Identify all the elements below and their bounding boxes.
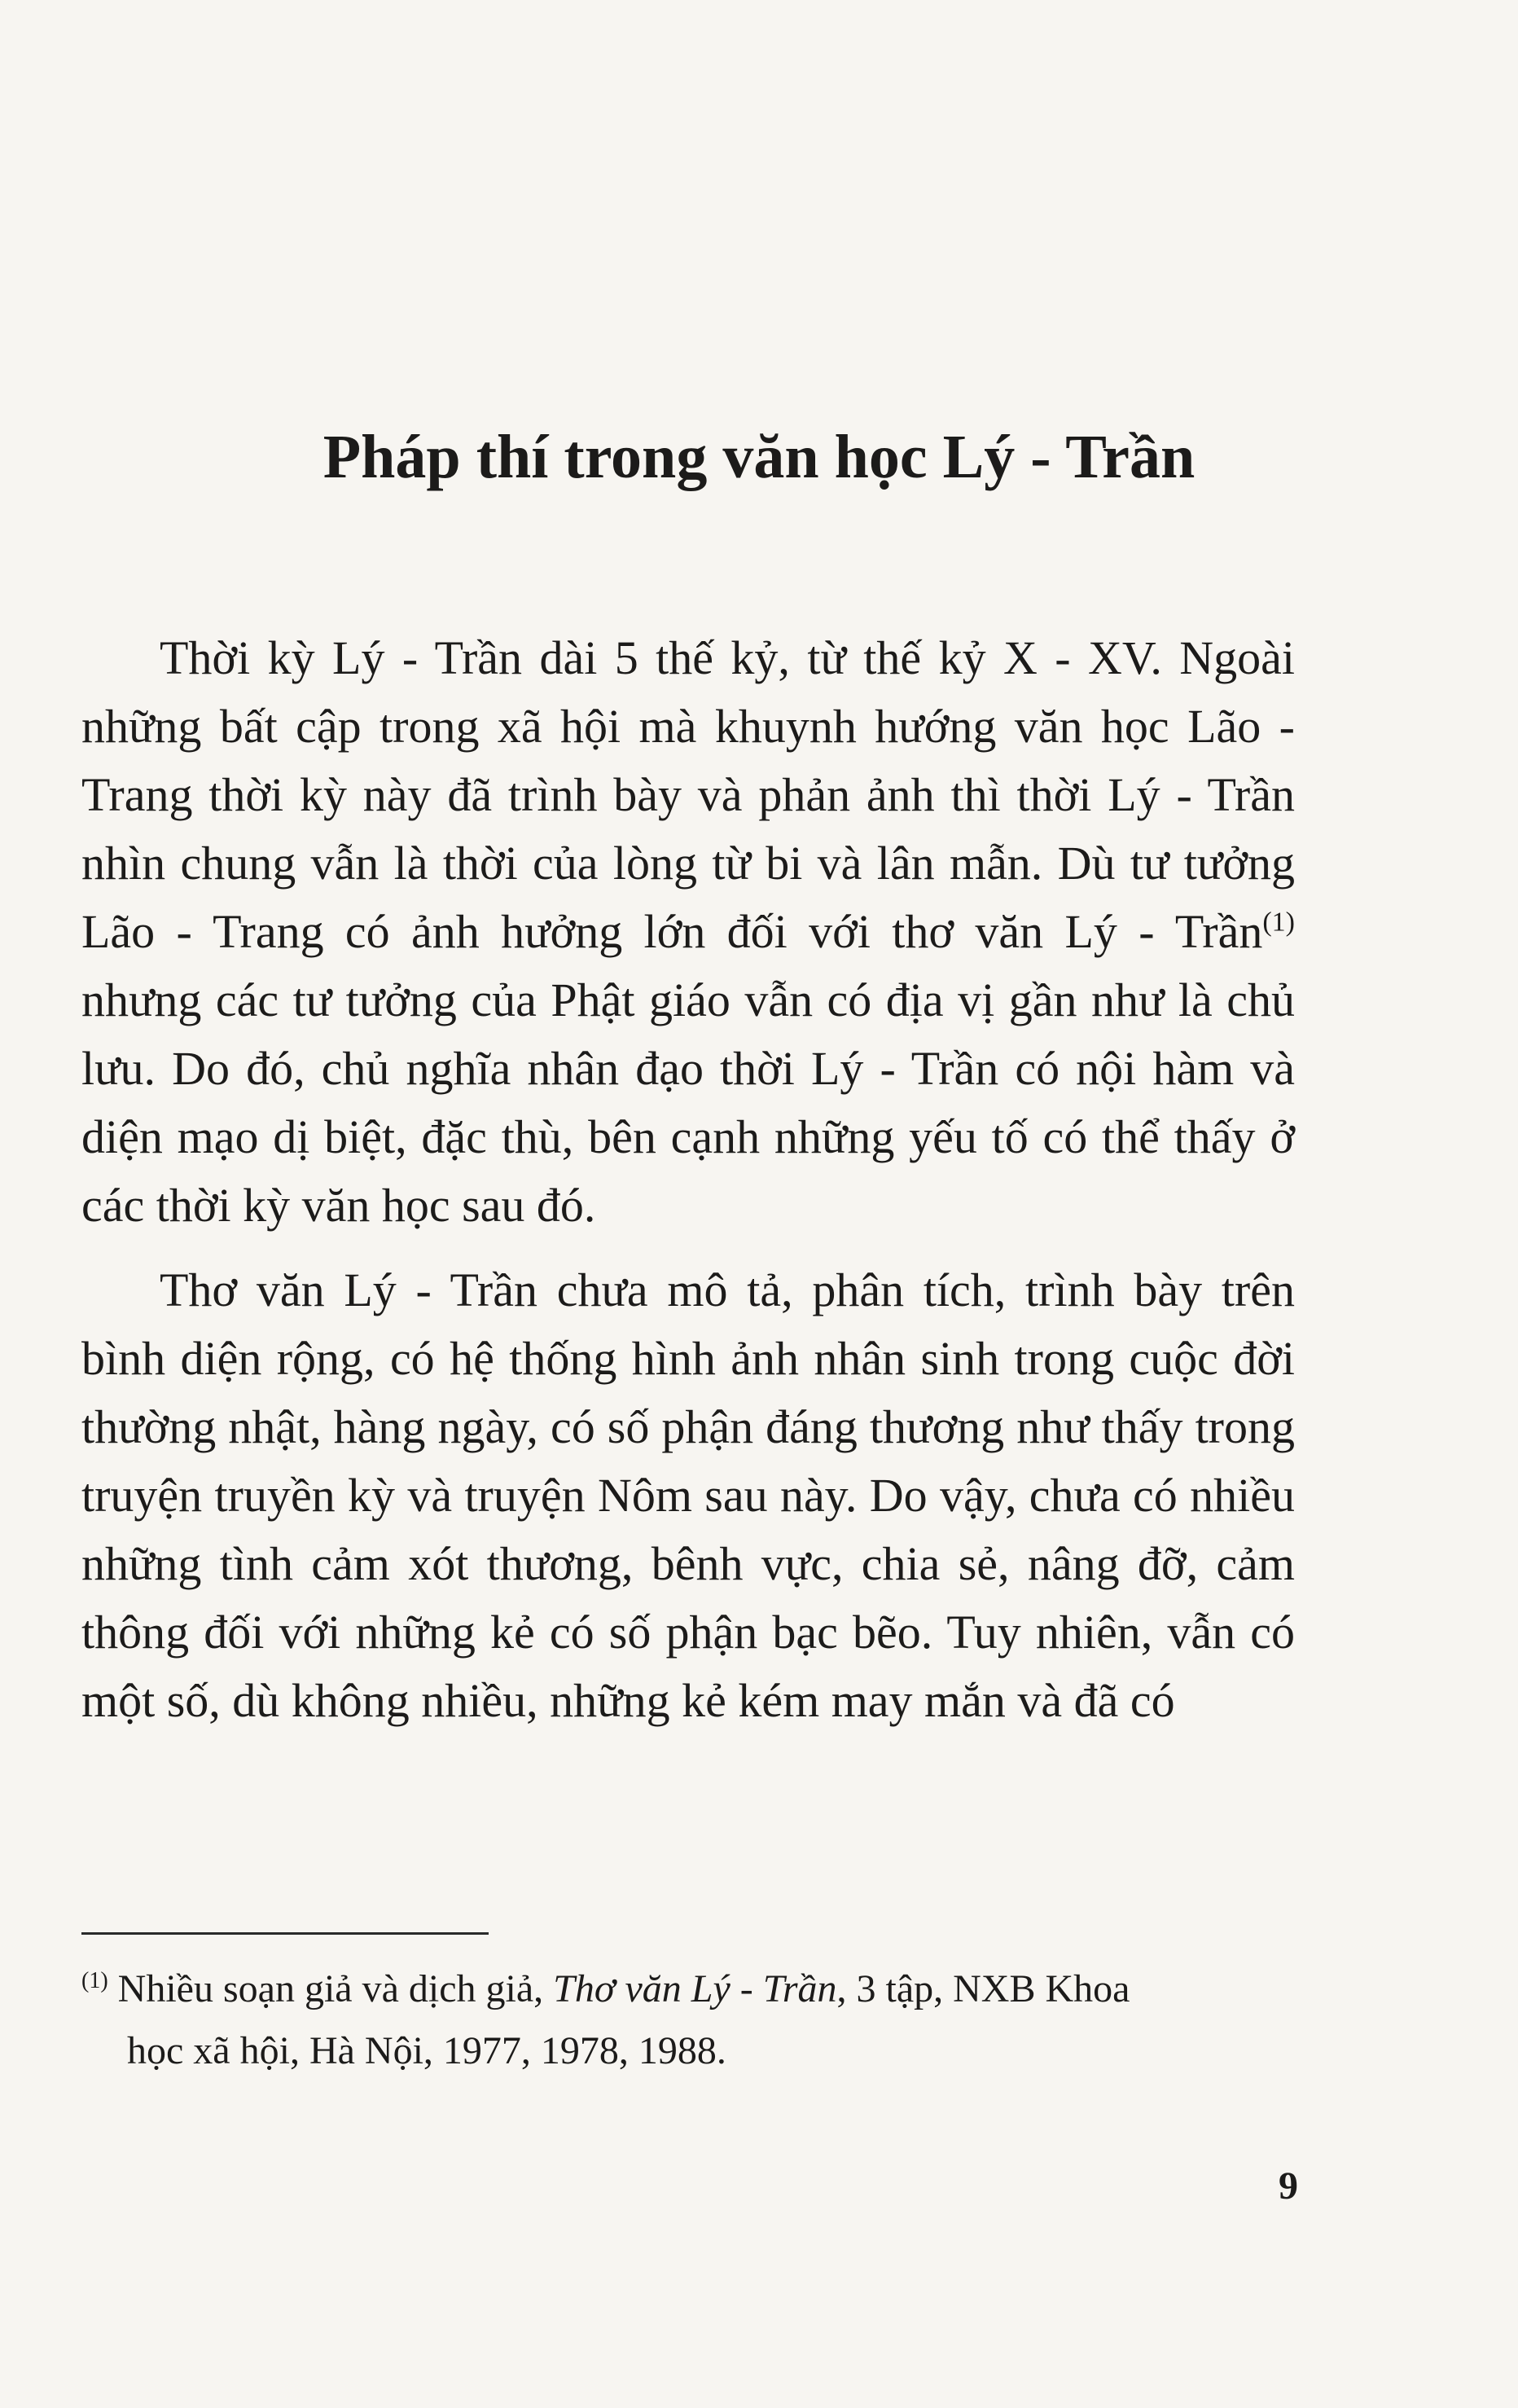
footnote-text-cont: , 3 tập, NXB Khoa [836,1967,1130,2010]
chapter-title: Pháp thí trong văn học Lý - Trần [322,423,1196,491]
footnote-marker: (1) [81,1968,108,1993]
body-text [81,624,1295,1735]
footnote-line-2: học xã hội, Hà Nội, 1977, 1978, 1988. [127,2029,726,2072]
paragraph-1-text-cont: nhưng các tư tưởng của Phật giáo vẫn có địa vị gần như là chủ lưu. Do đó, chủ nghĩa nhân đạo thời Lý - Trần có nội hàm và diện mạo dị biệt, đặc thù, bên cạnh những yếu tố có thể thấy ở các thời kỳ văn học sau đó. [81,973,1295,1232]
page-number: 9 [1279,2164,1298,2208]
footnote-book-title: Thơ văn Lý - Trần [553,1967,837,2010]
paragraph-2: Thơ văn Lý - Trần chưa mô tả, phân tích, trình bày trên bình diện rộng, có hệ thống hình ảnh nhân sinh trong cuộc đời thường nhật, hàng ngày, có số phận đáng thương như thấy trong truyện truyền kỳ và truyện Nôm sau này. Do vậy, chưa có nhiều những tình cảm xót thương, bênh vực, chia sẻ, nâng đỡ, cảm thông đối với những kẻ có số phận bạc bẽo. Tuy nhiên, vẫn có một số, dù không nhiều, những kẻ kém may mắn và đã có [81,1263,1295,1727]
paragraph-1-text: Thời kỳ Lý - Trần dài 5 thế kỷ, từ thế kỷ X - XV. Ngoài những bất cập trong xã hội mà khuynh hướng văn học Lão - Trang thời kỳ này đã trình bày và phản ảnh thì thời Lý - Trần nhìn chung vẫn là thời của lòng từ bi và lân mẫn. Dù tư tưởng Lão - Trang có ảnh hưởng lớn đối với thơ văn Lý - Trần [81,631,1295,958]
footnote-text: Nhiều soạn giả và dịch giả, [107,1967,554,2010]
paragraph-1 [81,624,1295,1240]
footnote [81,1958,1295,2082]
footnote-divider [81,1932,489,1935]
footnote-reference: (1) [1262,907,1295,938]
